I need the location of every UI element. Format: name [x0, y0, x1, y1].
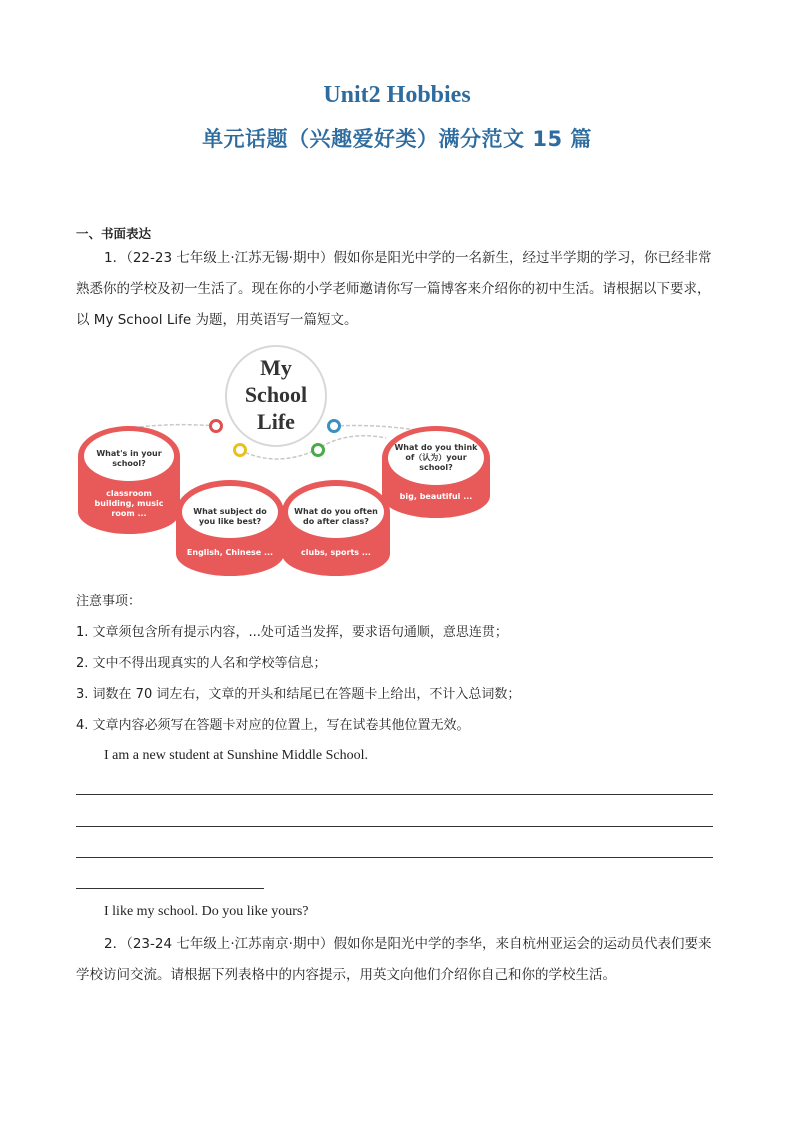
notes-heading: 注意事项： [76, 594, 142, 609]
node-question: What subject do [193, 507, 267, 516]
question-1-text: 1．（22-23 七年级上·江苏无锡·期中）假如你是阳光中学的一名新生，经过半学期的学习，你已经非常熟悉你的学校及初一生活了。现在你的小学老师邀请你写一篇博客来介绍你的初中生活。请根据以下要求，以 My School Life 为题，用英语写一篇短文。 [76, 250, 712, 328]
cylinder-node-3 [282, 480, 390, 576]
question-2-text: 2．（23-24 七年级上·江苏南京·期中）假如你是阳光中学的李华，来自杭州亚运会的运动员代表们要来学校访问交流。请根据下列表格中的内容提示，用英文向他们介绍你自己和你的学校生活。 [76, 936, 712, 983]
document-title: Unit2 Hobbies [323, 82, 471, 108]
answer-line[interactable] [76, 794, 713, 795]
node-question: What do you often [294, 507, 378, 516]
mind-map-graphic [76, 344, 492, 580]
green-ring-icon [313, 445, 324, 456]
center-label: My [260, 355, 292, 380]
section-heading: 一、书面表达 [76, 226, 152, 241]
node-question: What do you think [394, 443, 478, 452]
node-answer: building, music [94, 499, 164, 508]
node-answer: clubs, sports ... [301, 548, 371, 557]
blue-ring-icon [329, 421, 340, 432]
node-answer: classroom [106, 489, 152, 498]
cylinder-node-4 [382, 426, 490, 518]
essay-closing: I like my school. Do you like yours? [104, 904, 309, 919]
node-question: do after class? [303, 517, 369, 526]
node-answer: English, Chinese ... [186, 548, 274, 557]
answer-line[interactable] [76, 888, 264, 889]
node-answer: room ... [111, 509, 147, 518]
node-question: What's in your [96, 449, 162, 458]
note-item: 1. 文章须包含所有提示内容，...处可适当发挥，要求语句通顺，意思连贯； [76, 625, 508, 640]
node-question: school? [419, 463, 453, 472]
node-question: of（认为）your [405, 453, 467, 462]
note-item: 2. 文中不得出现真实的人名和学校等信息； [76, 656, 327, 671]
node-question: you like best? [198, 517, 262, 526]
connector-line [240, 450, 316, 459]
node-question: school? [112, 459, 146, 468]
note-item: 3. 词数在 70 词左右，文章的开头和结尾已在答题卡上给出，不计入总词数； [76, 687, 521, 702]
answer-line[interactable] [76, 857, 713, 858]
cylinder-node-1 [78, 426, 180, 534]
mind-map [76, 344, 492, 580]
essay-opening: I am a new student at Sunshine Middle School. [104, 748, 369, 763]
node-answer: big, beautiful ... [399, 492, 473, 501]
cylinder-node-2 [176, 480, 284, 576]
answer-line[interactable] [76, 826, 713, 827]
center-label: School [244, 382, 308, 407]
note-item: 4. 文章内容必须写在答题卡对应的位置上，写在试卷其他位置无效。 [76, 718, 470, 733]
connector-line [334, 426, 416, 431]
document-subtitle: 单元话题（兴趣爱好类）满分范文 15 篇 [202, 127, 592, 151]
yellow-ring-icon [235, 445, 246, 456]
center-label: Life [257, 409, 295, 434]
connector-line [316, 436, 386, 450]
red-ring-icon [211, 421, 222, 432]
